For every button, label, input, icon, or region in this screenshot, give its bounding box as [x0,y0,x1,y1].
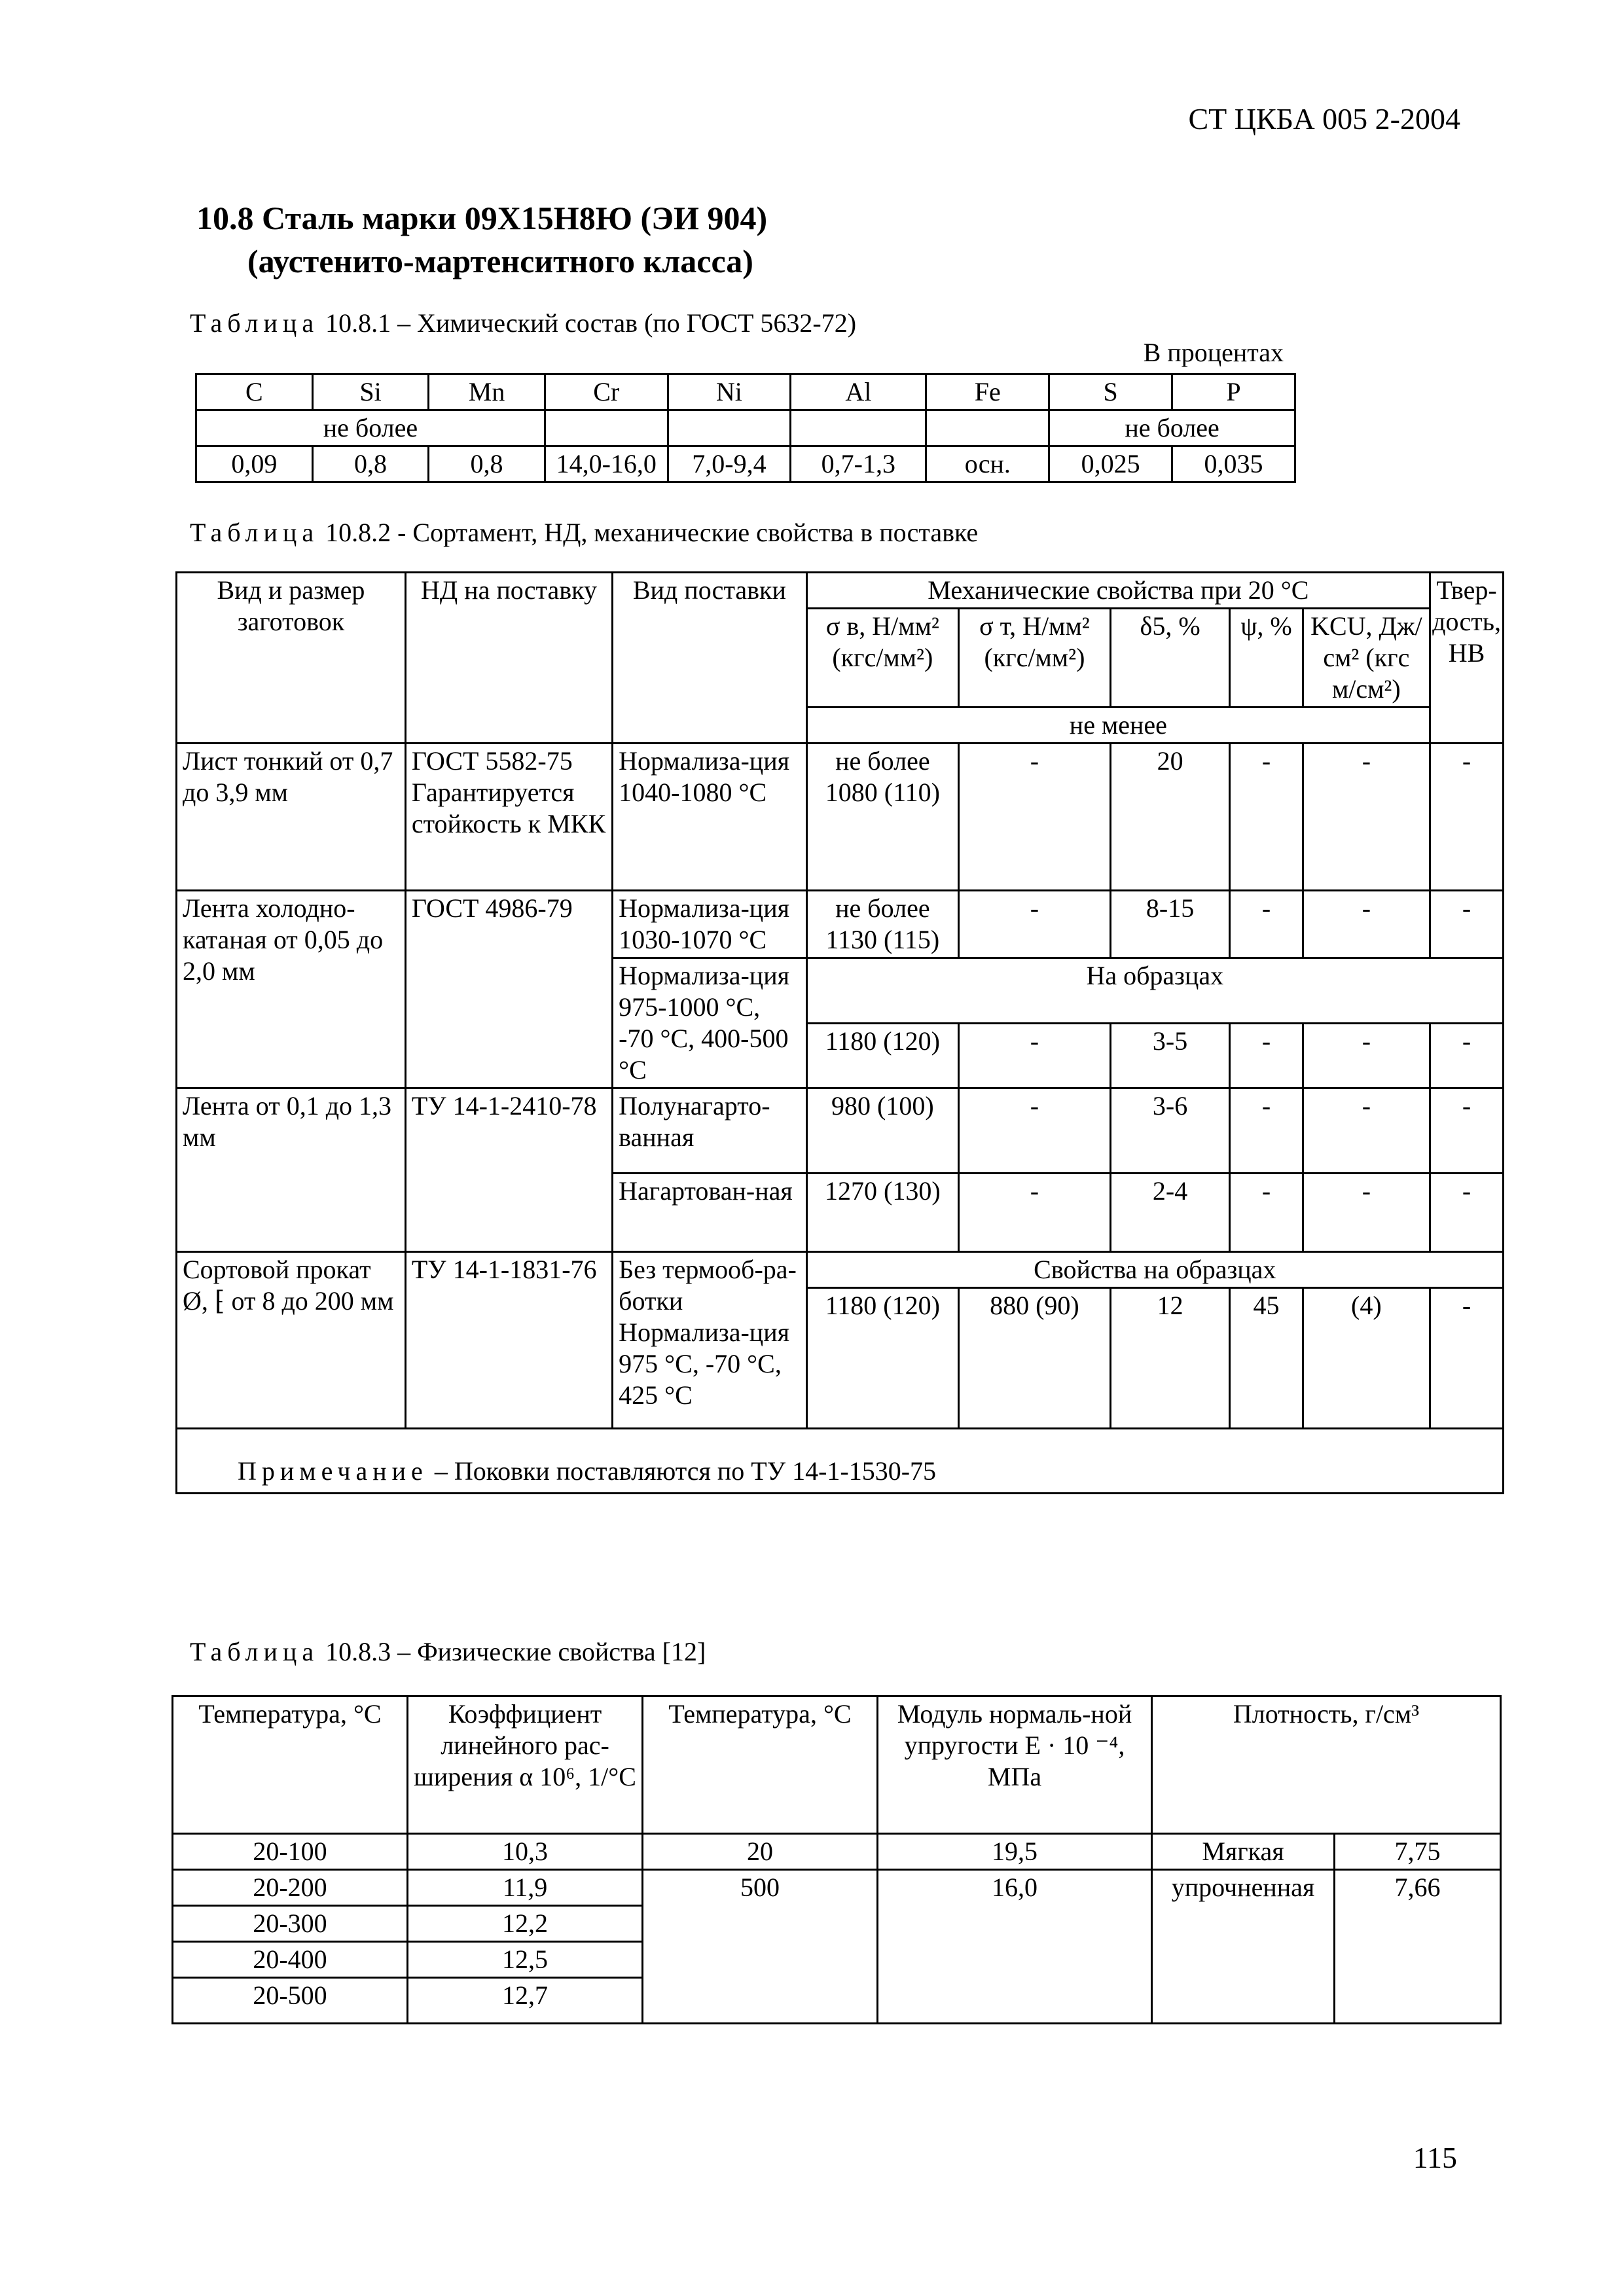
row2-coef: 11,9 [408,1870,643,1906]
value-cr: 14,0-16,0 [545,446,668,482]
header-s: S [1049,374,1172,410]
value-ni: 7,0-9,4 [668,446,791,482]
table1-caption [190,308,856,338]
row1-delivery: Нормализа-ция 1040-1080 °С [613,744,806,891]
row6-sigma-b: 1180 (120) [806,1288,959,1429]
row6-nd: ТУ 14-1-1831-76 [405,1252,612,1429]
header-delta5: δ5, % [1110,609,1230,708]
row3-hb: - [1430,1023,1504,1088]
row6-type: Сортовой прокат Ø, ⁅ от 8 до 200 мм [177,1252,406,1429]
row4-psi: - [1230,1088,1303,1174]
row5-delta5: 2-4 [1110,1174,1230,1252]
table-row [173,1696,1501,1834]
row6-sample-properties: Свойства на образцах [806,1252,1503,1288]
row3-temp1: 20-300 [173,1906,408,1942]
note-text: – Поковки поставляются по ТУ 14-1-1530-75 [427,1456,937,1486]
row2-delivery: Нормализа-ция 1030-1070 °С [613,891,806,958]
value-mn: 0,8 [429,446,545,482]
row2-density-value: 7,66 [1335,1870,1501,2024]
row1-nd: ГОСТ 5582-75 Гарантируется стойкость к МКК [405,744,612,891]
row3-kcu: - [1303,1023,1430,1088]
row3-sigma-t: - [959,1023,1111,1088]
chemical-composition-table [195,373,1296,483]
row2-hb: - [1430,891,1504,958]
empty-cell [791,410,926,446]
table-row [177,573,1504,609]
table-row [173,1834,1501,1870]
row4-nd: ТУ 14-1-2410-78 [405,1088,612,1252]
row3-sigma-b: 1180 (120) [806,1023,959,1088]
row1-sigma-b: не более 1080 (110) [806,744,959,891]
table3-caption-text: 10.8.3 – Физические свойства [12] [325,1637,706,1666]
header-hardness: Твер-дость, НВ [1430,573,1504,744]
row2-delta5: 8-15 [1110,891,1230,958]
row3-delivery: Нормализа-ция 975-1000 °С, -70 °С, 400-500 °С [613,958,806,1088]
table-row [177,1252,1504,1288]
table1-caption-text: 10.8.1 – Химический состав (по ГОСТ 5632-72) [325,308,857,338]
row6-psi: 45 [1230,1288,1303,1429]
empty-cell [926,410,1049,446]
row4-sigma-b: 980 (100) [806,1088,959,1174]
row5-coef: 12,7 [408,1978,643,2024]
header-c: C [196,374,313,410]
value-fe: осн. [926,446,1049,482]
row2-temp2: 500 [643,1870,878,2024]
row1-delta5: 20 [1110,744,1230,891]
table-row [177,891,1504,958]
header-si: Si [312,374,429,410]
value-p: 0,035 [1172,446,1295,482]
header-ni: Ni [668,374,791,410]
header-delivery: Вид поставки [613,573,806,744]
note-word: Примечание [238,1456,428,1486]
row1-kcu: - [1303,744,1430,891]
row2-psi: - [1230,891,1303,958]
header-expansion-coef: Коэффициент линейного рас-ширения α 10⁶, 1/°С [408,1696,643,1834]
header-mechanical: Механические свойства при 20 °С [806,573,1430,609]
physical-properties-table [171,1695,1502,2024]
header-cr: Cr [545,374,668,410]
table-row [177,744,1504,891]
row5-psi: - [1230,1174,1303,1252]
row2-nd: ГОСТ 4986-79 [405,891,612,1088]
row1-coef: 10,3 [408,1834,643,1870]
row1-psi: - [1230,744,1303,891]
section-title-line2: (аустенито-мартенситного класса) [247,243,753,279]
table-row [196,410,1295,446]
row2-type: Лента холодно-катаная от 0,05 до 2,0 мм [177,891,406,1088]
value-si: 0,8 [312,446,429,482]
row3-delta5: 3-5 [1110,1023,1230,1088]
row2-modulus: 16,0 [878,1870,1152,2024]
row1-type: Лист тонкий от 0,7 до 3,9 мм [177,744,406,891]
row1-temp1: 20-100 [173,1834,408,1870]
value-s: 0,025 [1049,446,1172,482]
document-code: СТ ЦКБА 005 2-2004 [1188,102,1460,135]
header-not-less: не менее [806,708,1430,744]
row4-delta5: 3-6 [1110,1088,1230,1174]
header-sigma-b: σ в, Н/мм² (кгс/мм²) [806,609,959,708]
row1-density-name: Мягкая [1152,1834,1335,1870]
empty-cell [545,410,668,446]
row4-sigma-t: - [959,1088,1111,1174]
row3-coef: 12,2 [408,1906,643,1942]
table2-caption [190,517,978,548]
row4-type: Лента от 0,1 до 1,3 мм [177,1088,406,1252]
table-row [173,1870,1501,1906]
table-row [196,374,1295,410]
header-psi: ψ, % [1230,609,1303,708]
header-temp2: Температура, °С [643,1696,878,1834]
mechanical-properties-table [175,571,1504,1494]
empty-cell [668,410,791,446]
table2-caption-word: Таблица [190,518,319,547]
header-blank-type: Вид и размер заготовок [177,573,406,744]
header-p: P [1172,374,1295,410]
table-row [196,446,1295,482]
row6-kcu: (4) [1303,1288,1430,1429]
row5-sigma-b: 1270 (130) [806,1174,959,1252]
table2-caption-text: 10.8.2 - Сортамент, НД, механические свойства в поставке [325,518,979,547]
table3-caption [190,1636,706,1667]
header-modulus: Модуль нормаль-ной упругости Е · 10 ⁻⁴, МПа [878,1696,1152,1834]
section-title-line1: 10.8 Сталь марки 09Х15Н8Ю (ЭИ 904) [196,200,768,236]
row5-hb: - [1430,1174,1504,1252]
table-row [177,1088,1504,1174]
header-al: Al [791,374,926,410]
row5-sigma-t: - [959,1174,1111,1252]
row1-sigma-t: - [959,744,1111,891]
table1-unit: В процентах [1143,338,1284,367]
row4-kcu: - [1303,1088,1430,1174]
row4-delivery: Полунагарто-ванная [613,1088,806,1174]
row5-delivery: Нагартован-ная [613,1174,806,1252]
row2-sigma-t: - [959,891,1111,958]
row6-hb: - [1430,1288,1504,1429]
table2-note [177,1429,1504,1494]
limit-note-left: не более [196,410,545,446]
row3-psi: - [1230,1023,1303,1088]
table3-caption-word: Таблица [190,1637,319,1666]
limit-note-right: не более [1049,410,1295,446]
value-al: 0,7-1,3 [791,446,926,482]
header-temp1: Температура, °С [173,1696,408,1834]
row4-temp1: 20-400 [173,1942,408,1978]
page-number: 115 [1413,2141,1457,2174]
row1-hb: - [1430,744,1504,891]
header-fe: Fe [926,374,1049,410]
row4-coef: 12,5 [408,1942,643,1978]
header-density: Плотность, г/см³ [1152,1696,1501,1834]
row6-delivery: Без термооб-ра-ботки Нормализа-ция 975 °С, -70 °С, 425 °С [613,1252,806,1429]
row2-kcu: - [1303,891,1430,958]
row3-on-samples: На образцах [806,958,1503,1024]
header-sigma-t: σ т, Н/мм² (кгс/мм²) [959,609,1111,708]
row4-hb: - [1430,1088,1504,1174]
row1-modulus: 19,5 [878,1834,1152,1870]
header-mn: Mn [429,374,545,410]
section-title [196,196,767,283]
value-c: 0,09 [196,446,313,482]
header-nd: НД на поставку [405,573,612,744]
table1-caption-word: Таблица [190,308,319,338]
row1-temp2: 20 [643,1834,878,1870]
row6-delta5: 12 [1110,1288,1230,1429]
row6-sigma-t: 880 (90) [959,1288,1111,1429]
header-kcu: KCU, Дж/см² (кгс м/см²) [1303,609,1430,708]
row5-temp1: 20-500 [173,1978,408,2024]
row5-kcu: - [1303,1174,1430,1252]
table-row [177,1429,1504,1494]
row2-temp1: 20-200 [173,1870,408,1906]
row1-density-value: 7,75 [1335,1834,1501,1870]
row2-density-name: упрочненная [1152,1870,1335,2024]
row2-sigma-b: не более 1130 (115) [806,891,959,958]
